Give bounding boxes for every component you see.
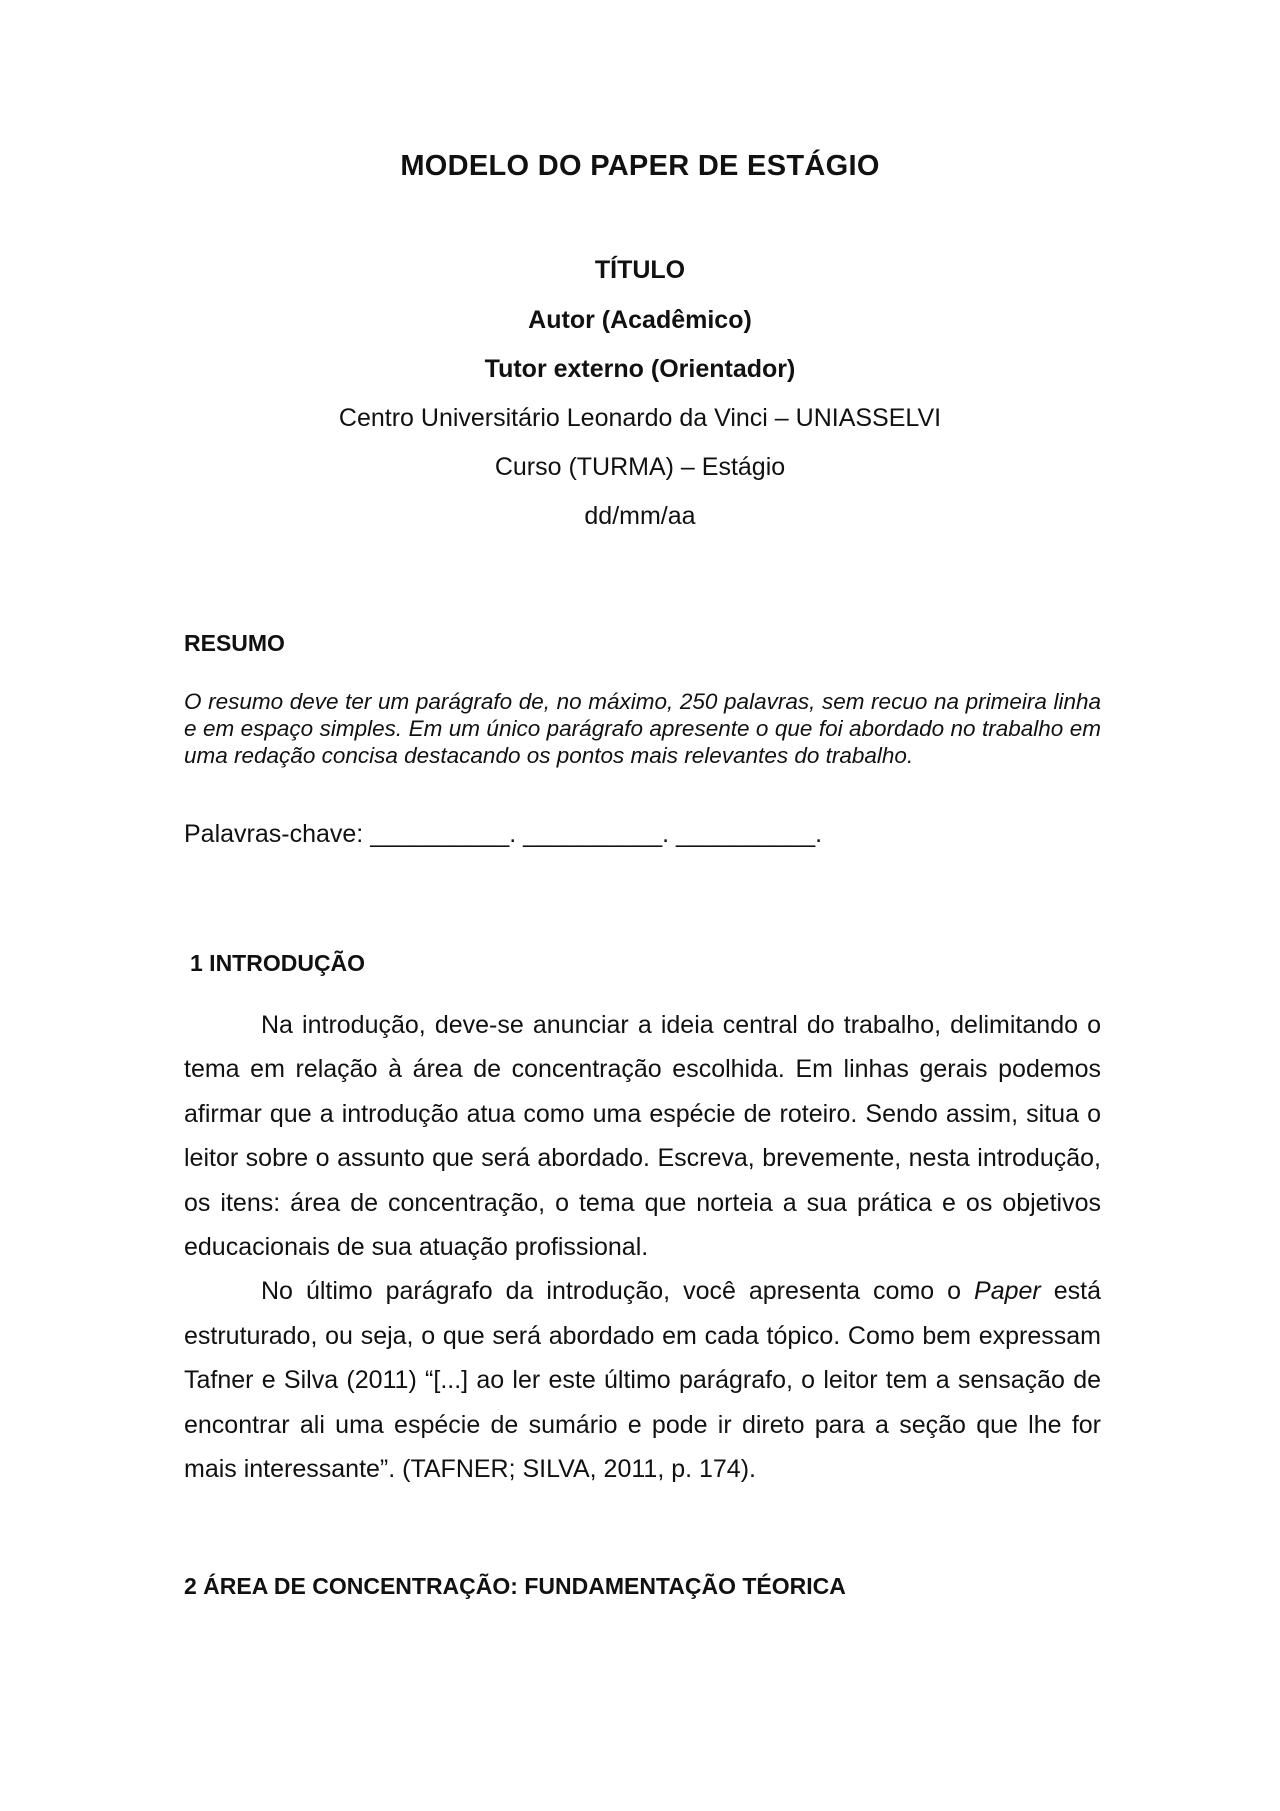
introduction-paragraph-1: Na introdução, deve-se anunciar a ideia central do trabalho, delimitando o tema em relação à área de concentração escolhida. Em linhas gerais podemos afirmar que a introdução atua como uma espécie de roteiro. Sendo assim, situa o leitor sobre o assunto que será abordado. Escreva, brevemente, nesta introdução, os itens: área de concentração, o tema que norteia a sua prática e os objetivos educacionais de sua atuação profissional. xyxy=(184,1011,1101,1262)
document-main-title: MODELO DO PAPER DE ESTÁGIO xyxy=(400,150,880,182)
date-line: dd/mm/aa xyxy=(584,502,696,530)
paper-title: TÍTULO xyxy=(594,256,686,284)
resumo-heading: RESUMO xyxy=(184,630,285,656)
author-line: Autor (Acadêmico) xyxy=(528,306,752,334)
introduction-heading: 1 INTRODUÇÃO xyxy=(190,950,366,976)
introduction-paragraph-2-end: está estruturado, ou seja, o que será abordado em cada tópico. Como bem expressam Tafner e Silva (2011) “[...] ao ler este último parágrafo, o leitor tem a sensação de encontrar ali uma espécie de sumário e pode ir direto para a seção que lhe for mais interessante”. (TAFNER; SILVA, 2011, p. 174). xyxy=(184,1277,1102,1484)
resumo-text: O resumo deve ter um parágrafo de, no máximo, 250 palavras, sem recuo na primeira linha e em espaço simples. Em um único parágrafo apresente o que foi abordado no trabalho em uma redação concisa destacando os pontos mais relevantes do trabalho. xyxy=(184,689,1101,768)
introduction-paragraph-2-start: No último parágrafo da introdução, você apresenta como o xyxy=(261,1277,975,1306)
tutor-line: Tutor externo (Orientador) xyxy=(484,355,796,383)
keywords-line: Palavras-chave: __________. __________. __________. xyxy=(184,820,823,848)
section-2-heading: 2 ÁREA DE CONCENTRAÇÃO: FUNDAMENTAÇÃO TÉORICA xyxy=(184,1573,846,1599)
institution-line: Centro Universitário Leonardo da Vinci – UNIASSELVI xyxy=(338,404,942,432)
introduction-body xyxy=(184,1003,1101,1491)
introduction-paragraph-2 xyxy=(184,1269,1101,1491)
course-line: Curso (TURMA) – Estágio xyxy=(494,453,786,481)
paper-italic-word: Paper xyxy=(974,1277,1041,1306)
